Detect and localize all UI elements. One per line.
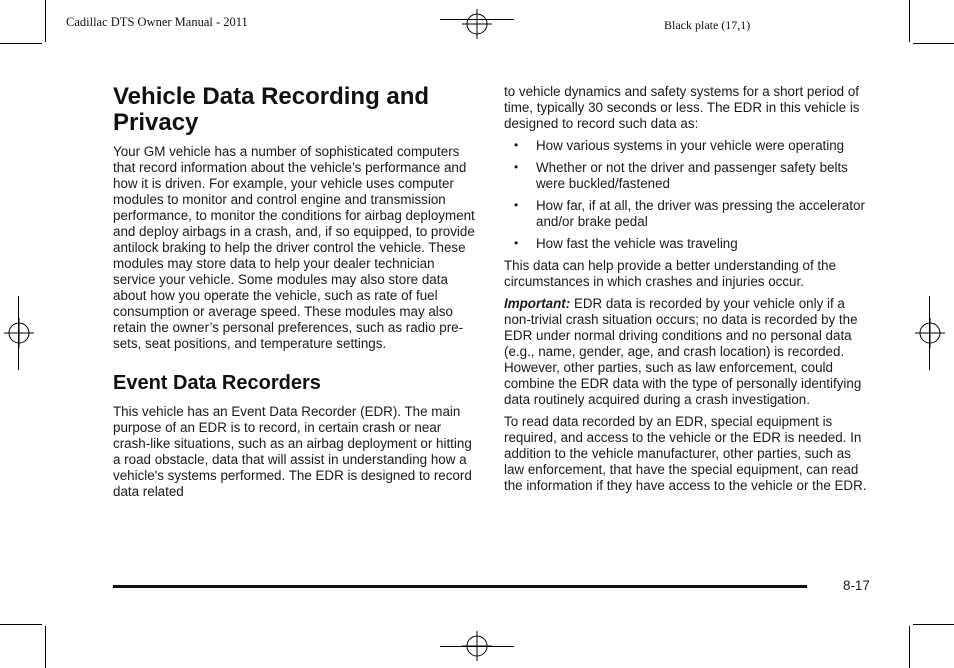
circumstances-paragraph: This data can help provide a better understanding of the circumstances in which crashes and injuries occur. [504,258,837,289]
edr-paragraph: This vehicle has an Event Data Recorder (EDR). The main purpose of an EDR is to record, in certain crash or near crash-like situations, such as an airbag deployment or hitting a road obstacle, data that will assist in understanding how a vehicle's systems performed. The EDR is designed to record data related [113,404,472,499]
crop-mark-top-left-h [0,43,42,44]
registration-mark-left-icon [4,318,34,348]
crop-mark-bottom-left-h [0,624,42,625]
registration-mark-top-icon [462,9,492,39]
crop-mark-top-left-v [45,0,46,42]
right-column [504,84,874,494]
list-item: • How various systems in your vehicle were operating [514,138,845,153]
crop-mark-bottom-right-h [913,624,954,625]
section-heading-edr: Event Data Recorders [113,372,321,394]
bullet-icon: • [514,138,519,152]
important-paragraph [504,296,874,408]
header-manual-title: Cadillac DTS Owner Manual - 2011 [66,15,248,29]
important-label: Important: [504,296,571,311]
header-plate-info: Black plate (17,1) [664,18,751,32]
list-item: • Whether or not the driver and passenger safety belts were buckled/fastened [514,160,848,191]
bullet-icon: • [514,160,519,174]
list-item: • How fast the vehicle was traveling [514,236,738,251]
crop-mark-bottom-right-v [909,626,910,668]
bullet-icon: • [514,236,519,250]
left-column [113,84,479,500]
bullet-icon: • [514,198,519,212]
footer-rule [113,585,807,588]
important-text: EDR data is recorded by your vehicle only if a non-trivial crash situation occurs; no data is recorded by the EDR under normal driving conditions and no personal data (e.g., name, gender, age, and crash location) is recorded. However, other parties, such as law enforcement, could combine the EDR data with the type of personally identifying data routinely acquired during a crash investigation. [504,296,862,407]
page-number: 8-17 [843,578,870,593]
list-item: • How far, if at all, the driver was pressing the accelerator and/or brake pedal [514,198,865,229]
read-data-paragraph: To read data recorded by an EDR, special equipment is required, and access to the vehicle or the EDR is needed. In addition to the vehicle manufacturer, other parties, such as law enforcement, that have the special equipment, can read the information if they have access to the vehicle or the EDR. [504,414,867,493]
registration-mark-right-icon [915,318,945,348]
crop-mark-top-right-h [913,43,954,44]
page-title: Vehicle Data Recording and Privacy [113,83,430,136]
continuation-paragraph: to vehicle dynamics and safety systems for a short period of time, typically 30 seconds or less. The EDR in this vehicle is designed to record such data as: [504,84,860,131]
crop-mark-bottom-left-v [45,626,46,668]
registration-mark-bottom-icon [462,631,492,661]
crop-mark-top-right-v [909,0,910,42]
recorded-data-list [504,138,874,252]
intro-paragraph: Your GM vehicle has a number of sophisticated computers that record information about the vehicle’s performance and how it is driven. For example, your vehicle uses computer modules to monitor and control engine and transmission performance, to monitor the conditions for airbag deployment and deploy airbags in a crash, and, if so equipped, to provide antilock braking to help the driver control the vehicle. These modules may store data to help your dealer technician service your vehicle. Some modules may also store data about how you operate the vehicle, such as rate of fuel consumption or average speed. These modules may also retain the owner’s personal preferences, such as radio pre-sets, seat positions, and temperature settings. [113,144,475,351]
